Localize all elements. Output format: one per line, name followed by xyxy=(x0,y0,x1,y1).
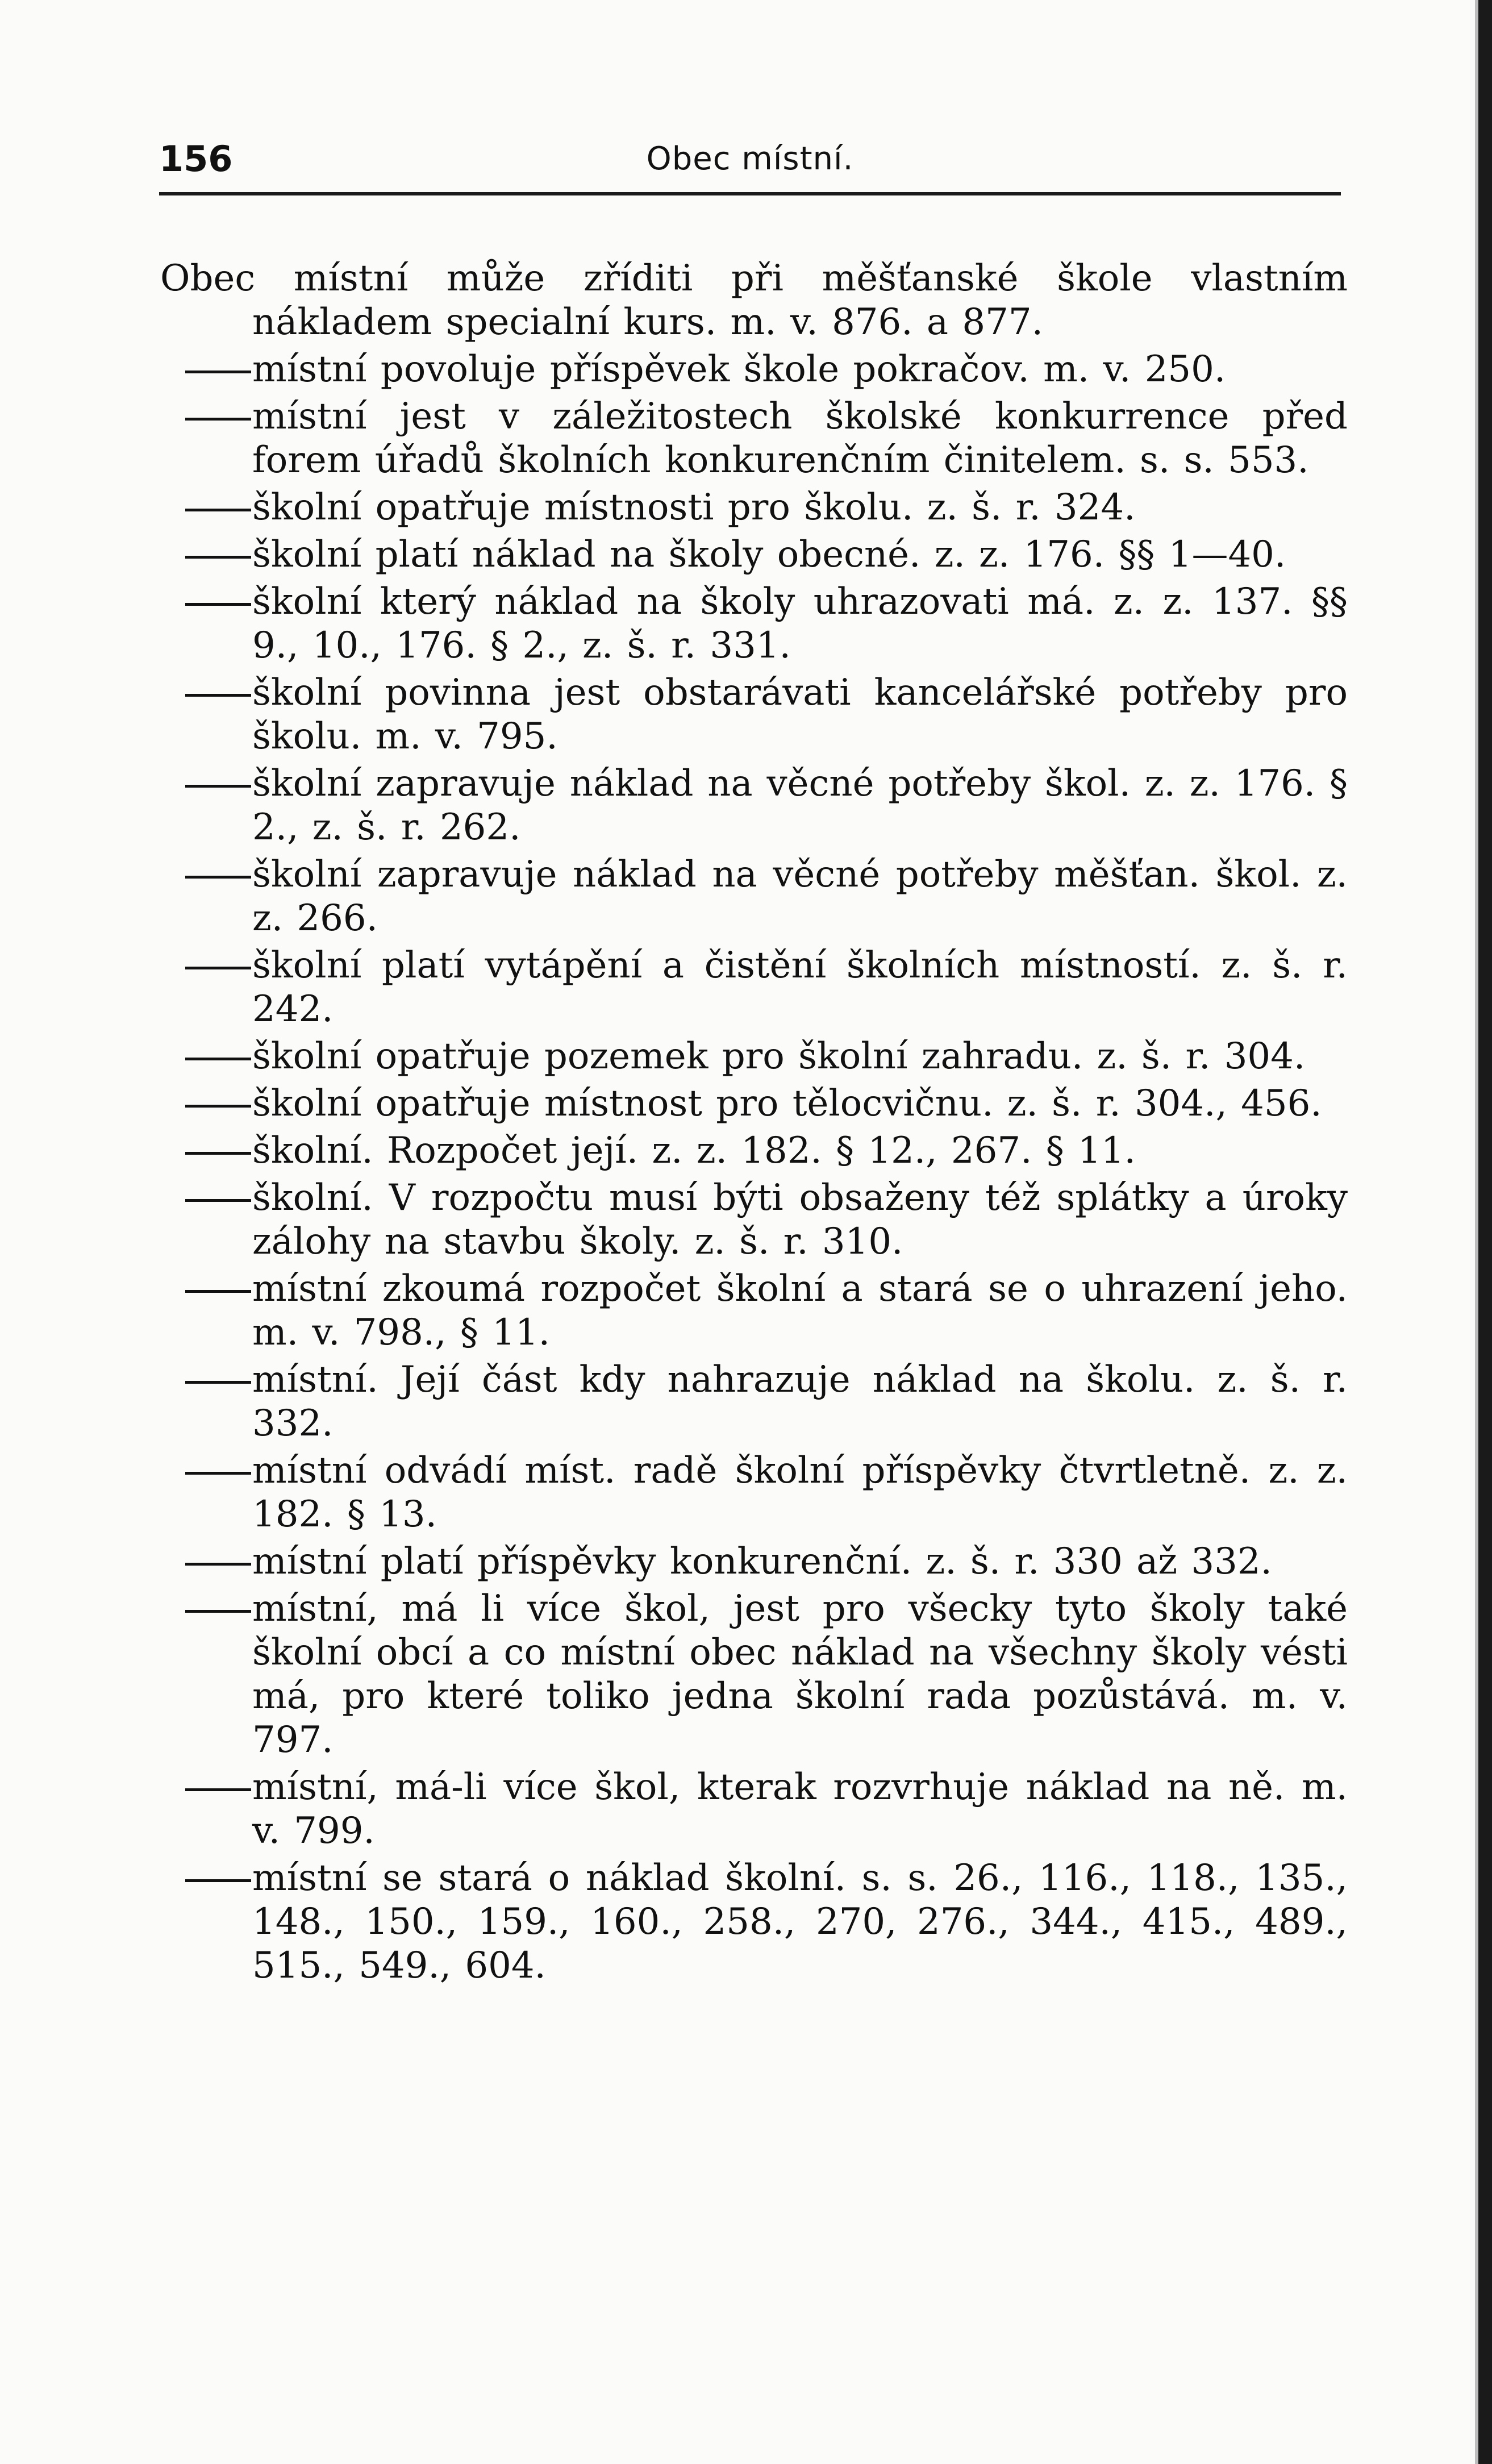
entry-text: místní, má li více škol, jest pro všecky tyto školy také školní obcí a co místní obec náklad na všechny školy vésti má, pro které toliko jedna školní rada pozůstává. m. v. 797. xyxy=(252,1588,1348,1761)
index-entry xyxy=(160,853,1348,940)
ditto-dash xyxy=(160,671,252,715)
index-entry xyxy=(160,348,1348,392)
ditto-dash xyxy=(160,1587,252,1631)
entry-text: místní, má-li více škol, kterak rozvrhuje náklad na ně. m. v. 799. xyxy=(252,1766,1348,1852)
entry-text: školní. V rozpočtu musí býti obsaženy též splátky a úroky zálohy na stavbu školy. z. š. r. 310. xyxy=(252,1177,1348,1263)
entry-text: místní se stará o náklad školní. s. s. 26., 116., 118., 135., 148., 150., 159., 160., 258., 270, 276., 344., 415., 489., 515., 549., 604. xyxy=(252,1857,1348,1987)
index-entry xyxy=(160,944,1348,1031)
index-entry xyxy=(160,533,1348,577)
ditto-dash xyxy=(160,853,252,897)
index-entry xyxy=(160,1267,1348,1355)
index-entry xyxy=(160,762,1348,850)
entry-text: školní platí náklad na školy obecné. z. z. 176. §§ 1—40. xyxy=(252,534,1286,576)
ditto-dash xyxy=(160,762,252,806)
ditto-dash xyxy=(160,1358,252,1402)
entry-text: místní povoluje příspěvek škole pokračov. m. v. 250. xyxy=(252,348,1226,390)
index-entries xyxy=(160,257,1348,1991)
header-rule xyxy=(159,192,1341,195)
running-title: Obec místní. xyxy=(646,140,854,177)
ditto-dash xyxy=(160,533,252,577)
entry-text: místní. Její část kdy nahrazuje náklad na školu. z. š. r. 332. xyxy=(252,1359,1348,1445)
entry-text: Obec místní může zříditi při měšťanské škole vlastním nákladem specialní kurs. m. v. 876. a 877. xyxy=(160,257,1348,343)
entry-text: místní odvádí míst. radě školní příspěvky čtvrtletně. z. z. 182. § 13. xyxy=(252,1450,1348,1535)
entry-text: místní zkoumá rozpočet školní a stará se o uhrazení jeho. m. v. 798., § 11. xyxy=(252,1268,1348,1354)
page-number: 156 xyxy=(159,138,233,180)
ditto-dash xyxy=(160,348,252,392)
ditto-dash xyxy=(160,1035,252,1079)
index-entry xyxy=(160,671,1348,759)
index-entry xyxy=(160,395,1348,482)
entry-text: školní. Rozpočet její. z. z. 182. § 12., 267. § 11. xyxy=(252,1130,1136,1172)
entry-text: školní který náklad na školy uhrazovati má. z. z. 137. §§ 9., 10., 176. § 2., z. š. r. 331. xyxy=(252,581,1348,667)
entry-text: školní opatřuje pozemek pro školní zahradu. z. š. r. 304. xyxy=(252,1035,1306,1077)
index-entry xyxy=(160,1857,1348,1988)
index-entry xyxy=(160,257,1348,344)
ditto-dash xyxy=(160,1267,252,1311)
index-entry xyxy=(160,1035,1348,1079)
ditto-dash xyxy=(160,1857,252,1900)
index-entry xyxy=(160,1358,1348,1446)
ditto-dash xyxy=(160,580,252,624)
entry-text: školní zapravuje náklad na věcné potřeby škol. z. z. 176. § 2., z. š. r. 262. xyxy=(252,763,1348,848)
ditto-dash xyxy=(160,1449,252,1493)
index-entry xyxy=(160,1766,1348,1853)
ditto-dash xyxy=(160,944,252,988)
page-edge xyxy=(1478,0,1492,2464)
page-header xyxy=(159,136,1341,199)
entry-text: školní opatřuje místnosti pro školu. z. š. r. 324. xyxy=(252,486,1136,528)
ditto-dash xyxy=(160,1082,252,1126)
ditto-dash xyxy=(160,1540,252,1584)
index-entry xyxy=(160,1540,1348,1584)
index-entry xyxy=(160,1082,1348,1126)
entry-text: místní jest v záležitostech školské konkurrence před forem úřadů školních konkurenčním činitelem. s. s. 553. xyxy=(252,396,1348,481)
entry-text: školní zapravuje náklad na věcné potřeby měšťan. škol. z. z. 266. xyxy=(252,854,1348,939)
index-entry xyxy=(160,1176,1348,1264)
ditto-dash xyxy=(160,395,252,439)
entry-text: školní opatřuje místnost pro tělocvičnu. z. š. r. 304., 456. xyxy=(252,1083,1322,1125)
index-entry xyxy=(160,486,1348,530)
ditto-dash xyxy=(160,1129,252,1173)
entry-text: školní povinna jest obstarávati kancelářské potřeby pro školu. m. v. 795. xyxy=(252,672,1348,757)
entry-text: školní platí vytápění a čistění školních místností. z. š. r. 242. xyxy=(252,944,1348,1030)
index-entry xyxy=(160,1129,1348,1173)
ditto-dash xyxy=(160,1766,252,1809)
ditto-dash xyxy=(160,1176,252,1220)
ditto-dash xyxy=(160,486,252,530)
index-entry xyxy=(160,1587,1348,1762)
index-entry xyxy=(160,580,1348,668)
entry-text: místní platí příspěvky konkurenční. z. š. r. 330 až 332. xyxy=(252,1541,1272,1583)
index-entry xyxy=(160,1449,1348,1537)
